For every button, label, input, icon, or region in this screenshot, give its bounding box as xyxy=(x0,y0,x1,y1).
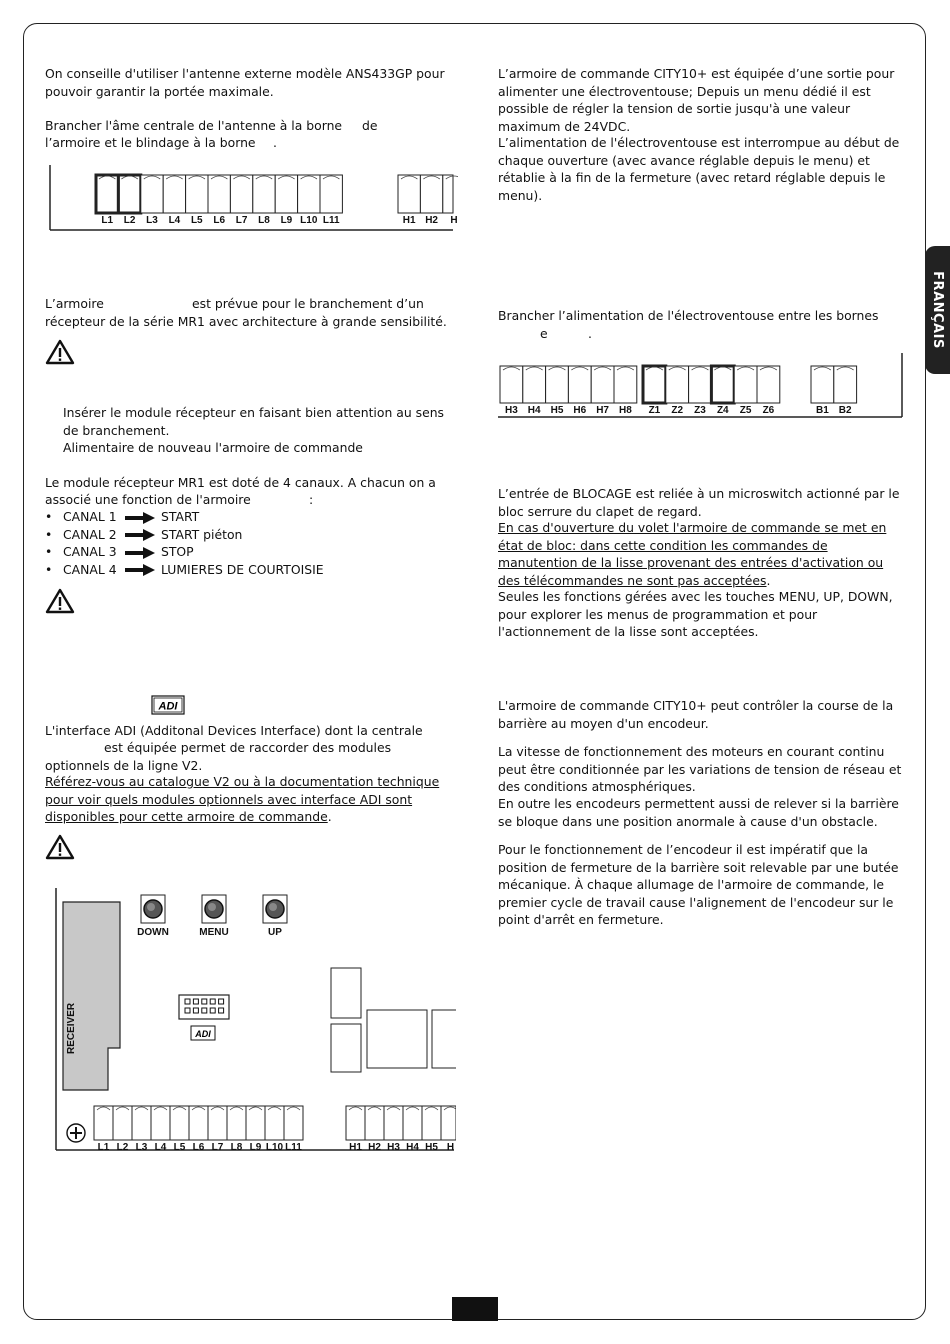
board-component xyxy=(432,1010,456,1068)
list-item: • CANAL 3 STOP xyxy=(45,543,324,561)
svg-text:UP: UP xyxy=(268,927,282,938)
svg-text:DOWN: DOWN xyxy=(137,927,169,938)
adi-pin xyxy=(185,999,190,1004)
terminal-h3 xyxy=(500,366,523,416)
terminal-h8 xyxy=(614,366,637,416)
terminal-label: Z3 xyxy=(694,405,706,416)
terminal-label: B1 xyxy=(816,405,829,416)
encoder-paragraph-2: La vitesse de fonctionnement des moteurs en courant continu peut être conditionnée par les variations de tension de réseau et des conditions atmosphériques. xyxy=(498,744,902,795)
terminal-z2 xyxy=(666,366,689,416)
terminal-label: L2 xyxy=(116,1142,129,1153)
antenna-paragraph-2b: de xyxy=(362,118,378,133)
terminal-label: H5 xyxy=(550,405,564,416)
list-item: • CANAL 4 LUMIERES DE COURTOISIE xyxy=(45,561,324,579)
terminal-label: L4 xyxy=(154,1142,167,1153)
terminal-l2 xyxy=(118,175,140,226)
antenna-paragraph-2d: . xyxy=(273,135,277,150)
terminal-l10 xyxy=(265,1106,284,1153)
arrow-right-icon xyxy=(125,512,157,524)
receiver-insert-text: Insérer le module récepteur en faisant bien attention au sens de branchement. xyxy=(63,405,445,438)
terminal-h xyxy=(443,175,458,226)
adi-pin xyxy=(185,1008,190,1013)
terminal-z4 xyxy=(711,366,734,416)
receiver-power-text: Alimentaire de nouveau l'armoire de commande xyxy=(63,440,363,455)
terminal-label: H4 xyxy=(527,405,541,416)
terminal-label: L11 xyxy=(322,215,340,226)
terminal-label: H xyxy=(446,1142,455,1153)
terminal-label: L3 xyxy=(135,1142,148,1153)
terminal-label: H1 xyxy=(402,215,416,226)
receiver-paragraph-a: L’armoire xyxy=(45,296,104,311)
terminal-label: L9 xyxy=(280,215,293,226)
terminal-h2 xyxy=(365,1106,384,1153)
terminal-label: H7 xyxy=(596,405,609,416)
terminal-h3 xyxy=(384,1106,403,1153)
block-warning-text: En cas d'ouverture du volet l'armoire de commande se met en état de bloc: dans cette condition les commandes de manutention de la lisse provenant des entrées d'activation ou des télécommandes ne sont pas acceptées. xyxy=(498,520,887,588)
terminal-label: Z4 xyxy=(716,405,729,416)
terminal-label: H3 xyxy=(387,1142,400,1153)
terminal-h4 xyxy=(523,366,546,416)
terminal-l8 xyxy=(227,1106,246,1153)
terminal-label: H2 xyxy=(425,215,438,226)
board-button-up xyxy=(263,895,287,938)
encoder-paragraph-4: Pour le fonctionnement de l’encodeur il est impératif que la position de fermeture de la barrière soit relevable par une butée mécanique. À chaque allumage de l'armoire de commande, le premier cycle de travail cause l'alignement de l'encodeur sur le point d'arrêt en fermeture. xyxy=(498,842,899,928)
terminal-l1 xyxy=(96,175,118,226)
terminal-label: L11 xyxy=(285,1142,302,1153)
adi-reference-text: Référez-vous au catalogue V2 ou à la documentation technique pour voir quels modules optionnels avec interface ADI sont disponibles pour cette armoire de commande. xyxy=(45,774,440,825)
terminal-h1 xyxy=(398,175,420,226)
terminal-label: L1 xyxy=(101,215,114,226)
terminal-label: H8 xyxy=(619,405,632,416)
encoder-paragraph-1: L'armoire de commande CITY10+ peut contrôler la course de la barrière au moyen d'un encodeur. xyxy=(498,698,894,731)
terminal-h6 xyxy=(568,366,591,416)
terminal-label: L2 xyxy=(123,215,136,226)
adi-pin xyxy=(210,999,215,1004)
encoder-paragraph-3: En outre les encodeurs permettent aussi de relever si la barrière se bloque dans une position anormale à cause d'un obstacle. xyxy=(498,796,899,829)
terminal-l6 xyxy=(189,1106,208,1153)
antenna-paragraph-2a: Brancher l'âme centrale de l'antenne à la borne xyxy=(45,118,343,133)
receiver-paragraph-c: récepteur de la série MR1 avec architecture à grande sensibilité. xyxy=(45,314,447,329)
svg-text:ADI: ADI xyxy=(195,1029,211,1039)
terminal-label: H6 xyxy=(573,405,587,416)
electrolock-paragraph-3c: . xyxy=(588,326,592,341)
terminal-label: L3 xyxy=(146,215,158,226)
svg-text:MENU: MENU xyxy=(199,927,229,938)
antenna-paragraph-1: On conseille d'utiliser l'antenne externe modèle ANS433GP pour pouvoir garantir la portée maximale. xyxy=(45,66,445,99)
terminal-l9 xyxy=(275,175,297,226)
channels-intro-b: associé une fonction de l'armoire xyxy=(45,492,251,507)
terminal-h5 xyxy=(422,1106,441,1153)
terminal-l8 xyxy=(253,175,275,226)
terminal-l5 xyxy=(186,175,208,226)
terminal-label: L10 xyxy=(265,1142,284,1153)
warning-icon xyxy=(45,339,75,365)
channel-list xyxy=(45,508,324,578)
terminal-l7 xyxy=(230,175,252,226)
terminal-label: H2 xyxy=(368,1142,381,1153)
terminal-label: L8 xyxy=(230,1142,243,1153)
receiver-slot xyxy=(63,902,120,1090)
warning-icon xyxy=(45,588,75,614)
block-paragraph-1: L’entrée de BLOCAGE est reliée à un microswitch actionné par le bloc serrure du clapet de regard. xyxy=(498,486,900,519)
terminal-h7 xyxy=(591,366,614,416)
terminal-label: L7 xyxy=(235,215,248,226)
terminal-l4 xyxy=(151,1106,170,1153)
terminal-label: Z6 xyxy=(762,405,775,416)
terminal-l2 xyxy=(113,1106,132,1153)
adi-pin xyxy=(219,1008,224,1013)
electrolock-paragraph-3b: e xyxy=(540,326,548,341)
terminal-label: H3 xyxy=(505,405,518,416)
board-component xyxy=(331,968,361,1018)
adi-pin xyxy=(193,999,198,1004)
terminal-label: H1 xyxy=(349,1142,362,1153)
terminal-label: L5 xyxy=(173,1142,186,1153)
control-board-diagram xyxy=(54,888,456,1156)
terminal-label: H xyxy=(450,215,458,226)
terminal-label: L6 xyxy=(192,1142,205,1153)
receiver-paragraph-b: est prévue pour le branchement d’un xyxy=(192,296,424,311)
terminal-label: H5 xyxy=(425,1142,438,1153)
terminal-l9 xyxy=(246,1106,265,1153)
terminal-h xyxy=(441,1106,456,1153)
terminal-h4 xyxy=(403,1106,422,1153)
terminal-label: L7 xyxy=(211,1142,224,1153)
terminal-label: L5 xyxy=(190,215,203,226)
terminal-l11 xyxy=(320,175,342,226)
terminal-l11 xyxy=(284,1106,303,1153)
antenna-terminal-strip xyxy=(48,165,458,235)
adi-paragraph-a: L'interface ADI (Additonal Devices Interface) dont la centrale xyxy=(45,723,423,738)
adi-logo xyxy=(151,695,185,715)
terminal-label: B2 xyxy=(838,405,852,416)
terminal-label: L4 xyxy=(168,215,181,226)
adi-connector xyxy=(179,995,229,1040)
electrolock-paragraph-3a: Brancher l’alimentation de l'électroventouse entre les bornes xyxy=(498,308,879,323)
arrow-right-icon xyxy=(125,547,157,559)
channels-intro-c: : xyxy=(309,492,314,507)
terminal-l7 xyxy=(208,1106,227,1153)
adi-pin xyxy=(202,1008,207,1013)
svg-text:ADI: ADI xyxy=(158,700,178,713)
terminal-label: L6 xyxy=(213,215,226,226)
language-tab: FRANÇAIS xyxy=(925,246,950,374)
ground-screw-icon xyxy=(67,1124,85,1142)
arrow-right-icon xyxy=(125,529,157,541)
list-item: • CANAL 1 START xyxy=(45,508,324,526)
adi-pin xyxy=(202,999,207,1004)
antenna-paragraph-2c: l’armoire et le blindage à la borne xyxy=(45,135,256,150)
electrolock-paragraph-1: L’armoire de commande CITY10+ est équipée d’une sortie pour alimenter une électroventouse; Depuis un menu dédié il est possible de régler la tension de sortie jusqu'à une valeur maximum de 24VDC. xyxy=(498,66,895,134)
terminal-l1 xyxy=(94,1106,113,1153)
page-number-box xyxy=(452,1297,498,1321)
terminal-h5 xyxy=(546,366,569,416)
board-button-down xyxy=(137,895,169,938)
terminal-z1 xyxy=(643,366,666,416)
terminal-label: L10 xyxy=(300,215,318,226)
list-item: • CANAL 2 START piéton xyxy=(45,526,324,544)
terminal-h2 xyxy=(420,175,442,226)
terminal-z5 xyxy=(734,366,757,416)
adi-pin xyxy=(193,1008,198,1013)
channels-intro-a: Le module récepteur MR1 est doté de 4 canaux. A chacun on a xyxy=(45,475,436,490)
terminal-label: L8 xyxy=(258,215,270,226)
terminal-label: H4 xyxy=(406,1142,419,1153)
board-button-menu xyxy=(199,895,228,938)
terminal-l3 xyxy=(132,1106,151,1153)
terminal-label: L1 xyxy=(97,1142,110,1153)
adi-paragraph-b: est équipée permet de raccorder des modules optionnels de la ligne V2. xyxy=(45,740,392,773)
terminal-label: L9 xyxy=(249,1142,262,1153)
terminal-z6 xyxy=(757,366,780,416)
svg-text:RECEIVER: RECEIVER xyxy=(66,1002,77,1054)
board-component xyxy=(331,1024,361,1072)
terminal-z3 xyxy=(689,366,712,416)
terminal-h1 xyxy=(346,1106,365,1153)
warning-icon xyxy=(45,834,75,860)
adi-pin xyxy=(219,999,224,1004)
terminal-b1 xyxy=(811,366,834,416)
block-paragraph-2: Seules les fonctions gérées avec les touches MENU, UP, DOWN, pour explorer les menus de programmation et pour l'actionnement de la lisse sont acceptées. xyxy=(498,589,893,640)
electrolock-terminal-strip xyxy=(496,353,906,423)
terminal-label: Z1 xyxy=(648,405,661,416)
terminal-label: Z5 xyxy=(739,405,752,416)
board-component xyxy=(367,1010,427,1068)
arrow-right-icon xyxy=(125,564,157,576)
terminal-b2 xyxy=(834,366,857,416)
terminal-l3 xyxy=(141,175,163,226)
terminal-label: Z2 xyxy=(671,405,684,416)
adi-pin xyxy=(210,1008,215,1013)
terminal-l4 xyxy=(163,175,185,226)
terminal-l5 xyxy=(170,1106,189,1153)
terminal-l10 xyxy=(298,175,320,226)
electrolock-paragraph-2: L’alimentation de l'électroventouse est interrompue au début de chaque ouverture (avec avance réglable depuis le menu) et rétablie à la fin de la fermeture (avec retard réglable depuis le menu). xyxy=(498,135,900,203)
terminal-l6 xyxy=(208,175,230,226)
